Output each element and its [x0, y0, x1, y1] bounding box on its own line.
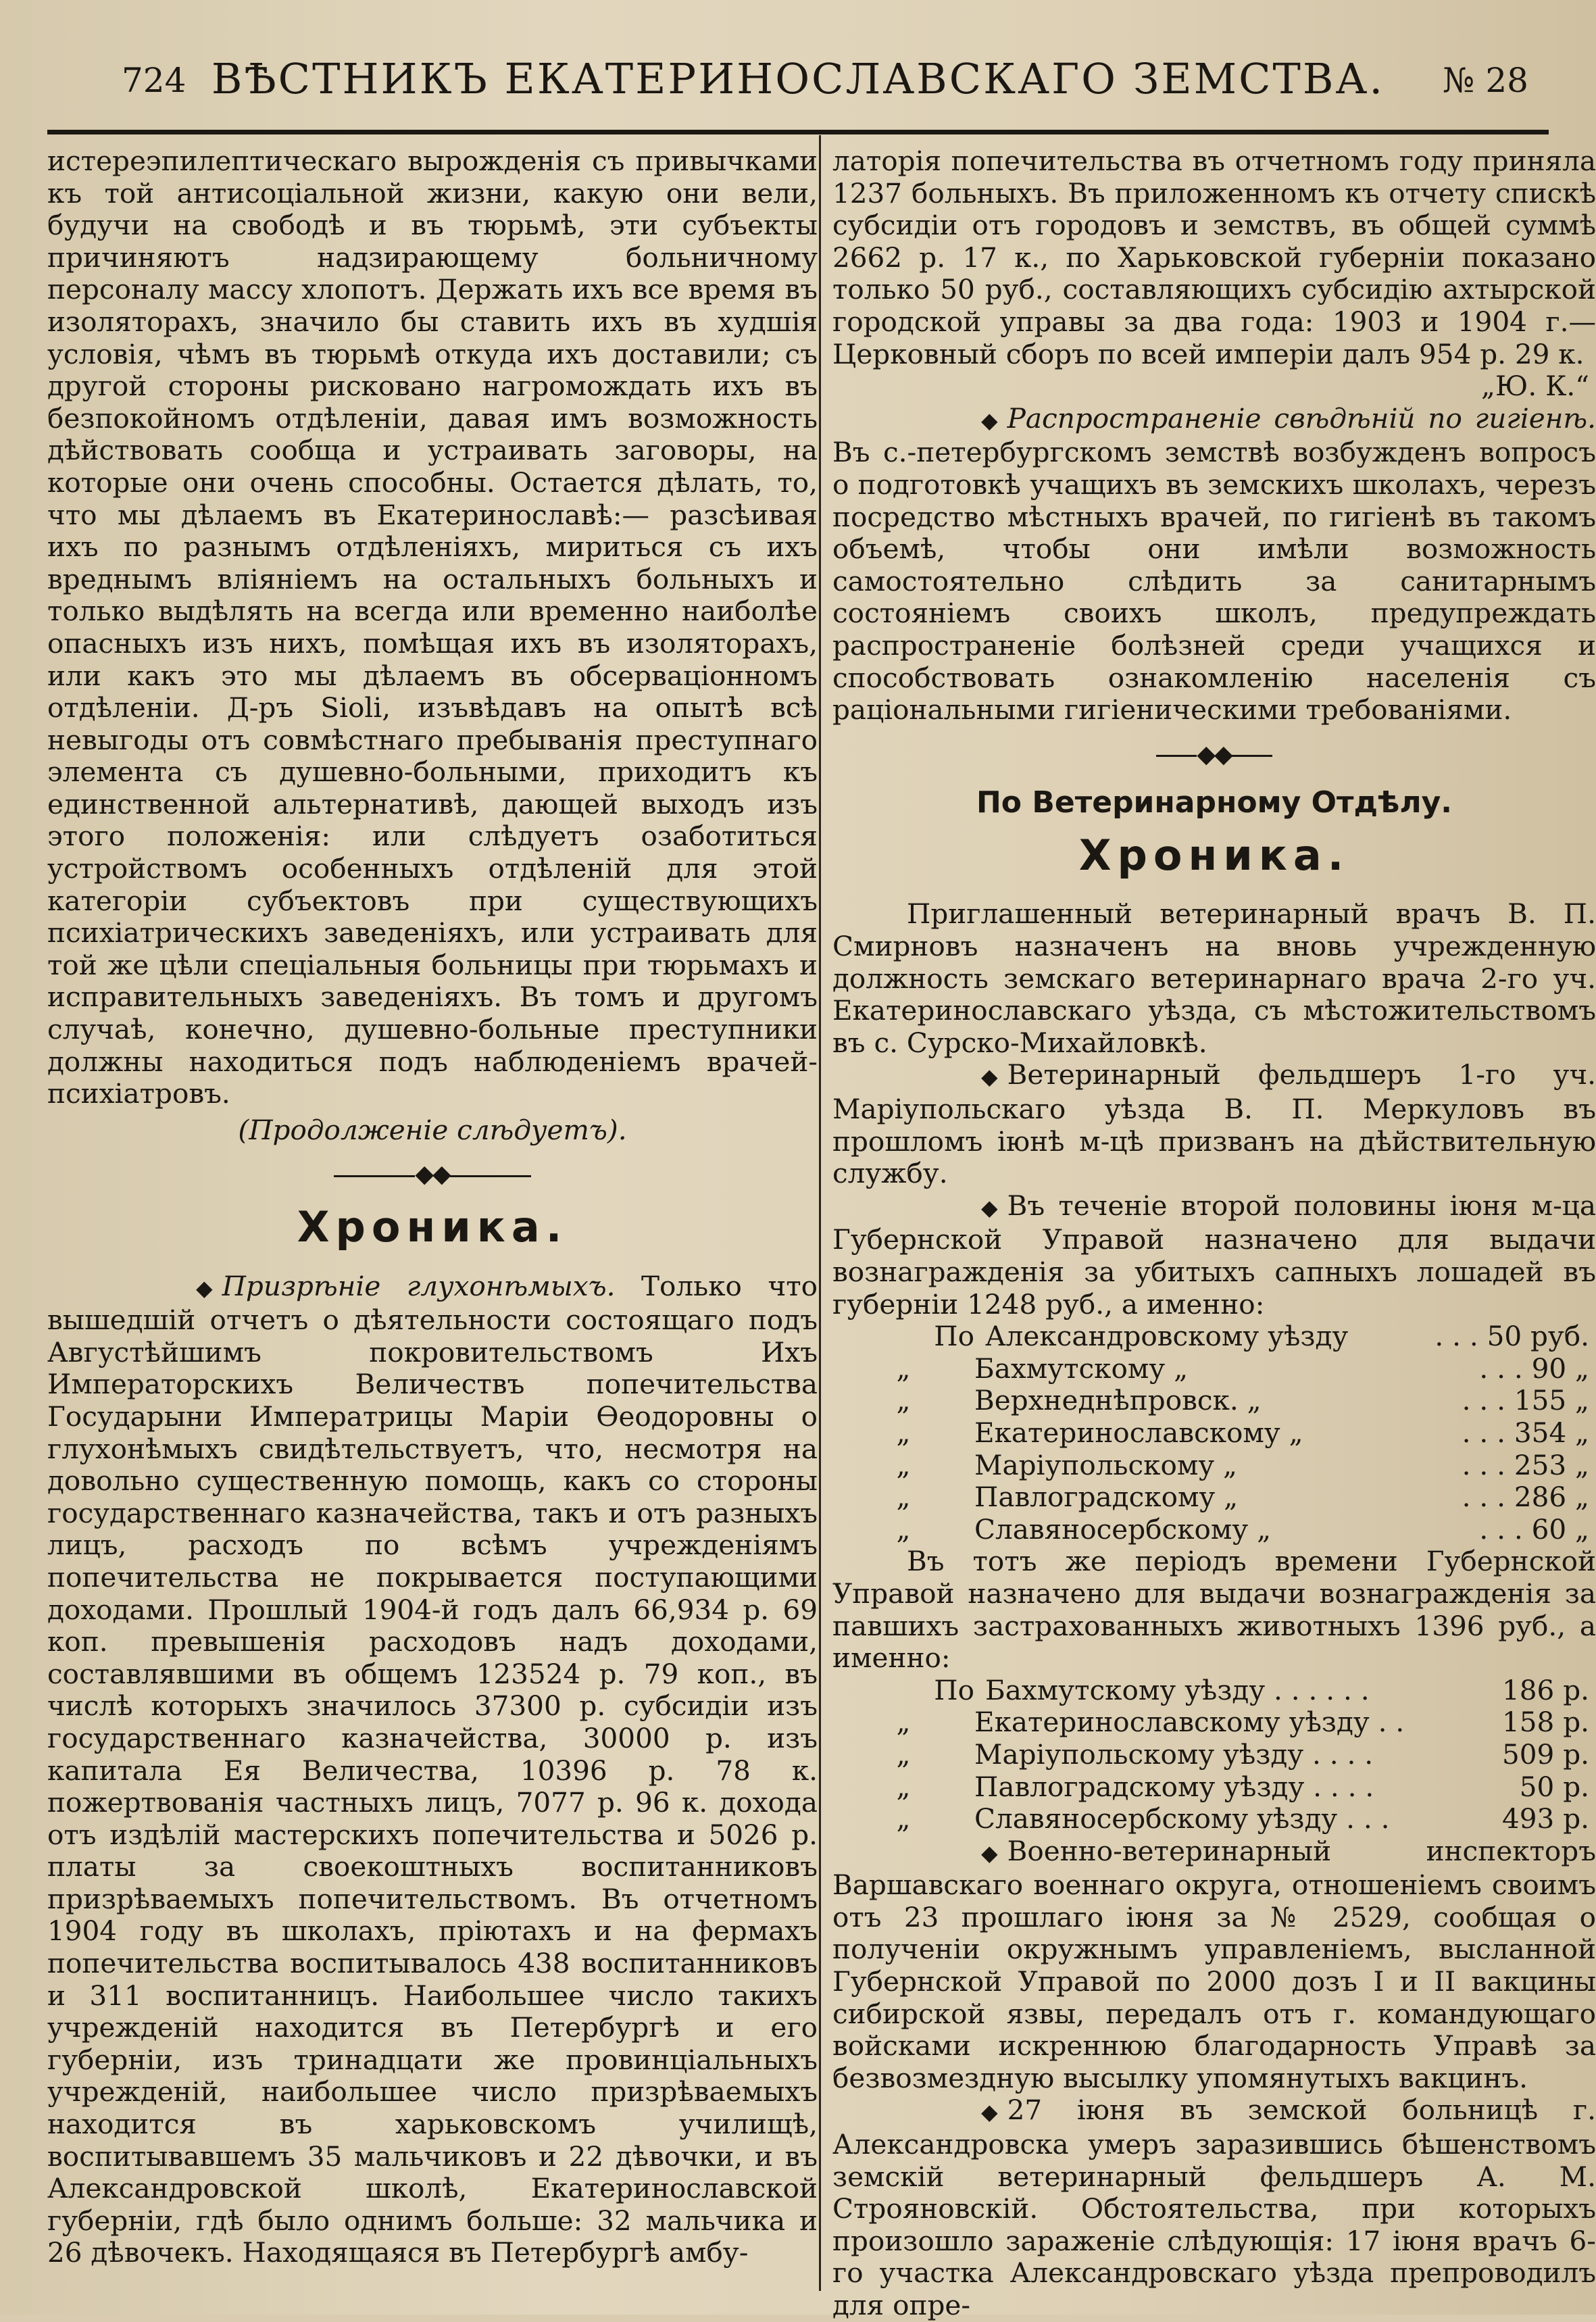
- news-item-glanders-payments: ◆ Въ теченіе второй половины іюня м-ца Губернской Управой назначено для выдачи вознагражденія за убитыхъ сапныхъ лошадей въ губерніи 1248 руб., а именно:: [832, 1189, 1596, 1320]
- payment-amount: . . . 50 руб.: [1435, 1320, 1589, 1353]
- district-name: Екатеринославскому уѣзду . .: [974, 1706, 1405, 1739]
- payment-row: [832, 1514, 1596, 1546]
- row-prefix: „: [896, 1481, 911, 1514]
- insured-animals-list: [832, 1675, 1596, 1835]
- payment-row: [832, 1450, 1596, 1482]
- news-item-hygiene: [832, 403, 1596, 726]
- payment-row: [832, 1353, 1596, 1385]
- diamond-bullet-icon: ◆: [981, 1839, 998, 1866]
- district-name: Екатеринославскому „: [974, 1416, 1303, 1449]
- payment-row: [832, 1739, 1596, 1771]
- payment-amount: 158 р.: [1502, 1706, 1589, 1739]
- payment-row: [832, 1675, 1596, 1707]
- row-prefix: „: [896, 1737, 911, 1771]
- section-ornament: ◆◆: [47, 1158, 818, 1191]
- row-prefix: „: [896, 1770, 911, 1803]
- chronicle-heading: Хроника.: [297, 1202, 568, 1252]
- row-prefix: „: [896, 1448, 911, 1481]
- district-name: Славяносербскому „: [974, 1512, 1272, 1546]
- payment-amount: . . . 354 „: [1462, 1416, 1589, 1449]
- row-prefix: По: [934, 1673, 974, 1706]
- payment-row: [832, 1417, 1596, 1450]
- district-name: Павлоградскому уѣзду . . . .: [974, 1770, 1374, 1803]
- payment-row: [832, 1803, 1596, 1835]
- district-name: Бахмутскому уѣзду . . . . . .: [985, 1673, 1370, 1706]
- news-item-body: Только что вышедшій отчетъ о дѣятельности состоящаго подъ Августѣйшимъ покровительствомъ Ихъ Императорскихъ Величествъ попечительства Государыни Императрицы Маріи Ѳеодоровны о глухонѣмыхъ свидѣтельствуетъ, что, несмотря на довольно существенную помощь, какъ со стороны государственнаго казначейства, такъ и отъ разныхъ лицъ, расходъ по всѣмъ учрежденіямъ попечительства не покрывается поступающими доходами. Прошлый 1904-й годъ далъ 66,934 р. 69 коп. превышенія расходовъ надъ доходами, составлявшими въ общемъ 123524 р. 79 коп., въ числѣ которыхъ значилось 37300 р. субсидіи изъ государственнаго казначейства, 30000 р. изъ капитала Ея Величества, 10396 р. 78 к. пожертвованія частныхъ лицъ, 7077 р. 96 к. дохода отъ издѣлій мастерскихъ попечительства и 5026 р. платы за своекоштныхъ воспитанниковъ призрѣваемыхъ попечительствомъ. Въ отчетномъ 1904 году въ школахъ, пріютахъ и на фермахъ попечительства воспитывалось 438 воспитанниковъ и 311 воспитанницъ. Наибольшее число такихъ учрежденій находится въ Петербургѣ и его губерніи, изъ тринадцати же провинціальныхъ учрежденій, наибольшее число призрѣваемыхъ находится въ харьковскомъ училищѣ, воспитывавшемъ 35 мальчиковъ и 22 дѣвочки, и въ Александровской школѣ, Екатеринославской губерніи, гдѣ было однимъ больше: 32 мальчика и 26 дѣвочекъ. Находящаяся въ Петербургѣ амбу-: [47, 1269, 818, 2269]
- chronicle-heading: Хроника.: [1078, 830, 1350, 880]
- diamond-bullet-icon: ◆: [981, 1064, 998, 1090]
- payment-row: [832, 1320, 1596, 1353]
- district-name: Верхнеднѣпровск. „: [974, 1384, 1262, 1417]
- glanders-payments-list: [832, 1320, 1596, 1546]
- district-name: Павлоградскому „: [974, 1481, 1239, 1514]
- payment-amount: 186 р.: [1502, 1673, 1589, 1706]
- news-item-deaf-care: [47, 1270, 818, 2269]
- news-item-title: Распространеніе свѣдѣній по гигіенѣ.: [1007, 401, 1596, 435]
- row-prefix: „: [896, 1384, 911, 1417]
- news-item-conscription: ◆ Ветеринарный фельдшеръ 1-го уч. Маріупольскаго уѣзда В. П. Меркуловъ въ прошломъ іюнѣ м-цѣ призванъ на дѣйствительную службу.: [832, 1058, 1596, 1190]
- row-prefix: „: [896, 1416, 911, 1449]
- payment-row: [832, 1706, 1596, 1739]
- row-prefix: „: [896, 1352, 911, 1385]
- district-name: Маріупольскому „: [974, 1448, 1238, 1481]
- district-name: Бахмутскому „: [974, 1352, 1189, 1385]
- left-column: [47, 145, 818, 2269]
- diamond-bullet-icon: ◆: [196, 1275, 213, 1301]
- article-continuation: истереэпилептическаго вырожденія съ привычками къ той антисоціальной жизни, какую они вели, будучи на свободѣ и въ тюрьмѣ, эти субъекты причиняютъ надзирающему больничному персоналу массу хлопотъ. Держать ихъ все время въ изоляторахъ, значило бы ставить ихъ въ худшія условія, чѣмъ въ тюрьмѣ откуда ихъ доставили; съ другой стороны рисковано нагромождать ихъ въ безпокойномъ отдѣленіи, давая имъ возможность дѣйствовать сообща и устраивать заговоры, на которые они очень способны. Остается дѣлать, то, что мы дѣлаемъ въ Екатеринославѣ:— разсѣивая ихъ по разнымъ отдѣленіяхъ, мириться съ ихъ вреднымъ вліяніемъ на остальныхъ больныхъ и только выдѣлять на всегда или временно наиболѣе опасныхъ изъ нихъ, помѣщая ихъ въ изоляторахъ, или какъ это мы дѣлаемъ въ обсерваціонномъ отдѣленіи. Д-ръ Sioli, изъвѣдавъ на опытѣ всѣ невыгоды отъ совмѣстнаго пребыванія преступнаго элемента съ душевно-больными, приходитъ къ единственной альтернативѣ, дающей выходъ изъ этого положенія: или слѣдуетъ озаботиться устройствомъ особенныхъ отдѣленій для этой категоріи субъектовъ при существующихъ психіатрическихъ заведеніяхъ, или устраивать для той же цѣли спеціальныя больницы при тюрьмахъ и исправительныхъ заведеніяхъ. Въ томъ и другомъ случаѣ, конечно, душевно-больные преступники должны находиться подъ наблюденіемъ врачей-психіатровъ.: [47, 145, 818, 1110]
- page-number: 724: [122, 61, 186, 100]
- payment-amount: . . . 286 „: [1462, 1481, 1589, 1514]
- journal-title: ВѢСТНИКЪ ЕКАТЕРИНОСЛАВСКАГО ЗЕМСТВА.: [211, 54, 1385, 103]
- diamond-bullet-icon: ◆: [981, 407, 998, 433]
- diamond-bullet-icon: ◆: [981, 2099, 998, 2125]
- section-ornament: ◆◆: [832, 739, 1596, 771]
- row-prefix: „: [896, 1706, 911, 1739]
- news-item-vaccine-thanks: ◆ Военно-ветеринарный инспекторъ Варшавскаго военнаго округа, отношеніемъ своимъ отъ 23 прошлаго іюня за № 2529, сообщая о полученіи окружнымъ управленіемъ, высланной Губернской Управой по 2000 дозъ I и II вакцины сибирской язвы, передалъ отъ г. командующаго войсками искреннюю благодарность Управѣ за безвозмездную высылку упомянутыхъ вакцинъ.: [832, 1834, 1596, 2094]
- payment-row: [832, 1481, 1596, 1514]
- payment-amount: 509 р.: [1502, 1737, 1589, 1771]
- payment-amount: . . . 60 „: [1479, 1512, 1589, 1546]
- payment-amount: . . . 253 „: [1462, 1448, 1589, 1481]
- author-signature: „Ю. К.“: [1481, 370, 1589, 403]
- header-rule: [47, 130, 1549, 134]
- row-prefix: „: [896, 1802, 911, 1835]
- payment-amount: . . . 155 „: [1462, 1384, 1589, 1417]
- row-prefix: „: [896, 1512, 911, 1546]
- diamond-bullet-icon: ◆: [981, 1194, 998, 1220]
- news-item-title: Призрѣніе глухонѣмыхъ.: [222, 1269, 616, 1302]
- news-item-body: латорія попечительства въ отчетномъ году приняла 1237 больныхъ. Въ приложенномъ къ отчету спискѣ субсидіи отъ городовъ и земствъ, въ общей суммѣ 2662 р. 17 к., по Харьковской губерніи показано только 50 руб., составляющихъ субсидію ахтырской городской управы за два года: 1903 и 1904 г.—Церковный сборъ по всей имперіи далъ 954 р. 29 к.: [832, 145, 1596, 370]
- news-item-ambulatory: [832, 145, 1596, 403]
- district-name: Александровскому уѣзду: [985, 1320, 1349, 1353]
- payment-amount: 50 р.: [1519, 1770, 1589, 1803]
- payment-row: [832, 1771, 1596, 1804]
- department-heading: По Ветеринарному Отдѣлу.: [976, 785, 1453, 820]
- news-item-rabies-death: ◆ 27 іюня въ земской больницѣ г. Александровска умеръ заразившись бѣшенствомъ земскій ветеринарный фельдшеръ А. М. Строяновскій. Обстоятельства, при которыхъ произошло зараженіе слѣдующія: 17 іюня врачъ 6-го участка Александровскаго уѣзда препроводилъ для опре-: [832, 2094, 1596, 2321]
- payment-row: [832, 1385, 1596, 1417]
- news-item-insured-animals: Въ тотъ же періодъ времени Губернской Управой назначено для выдачи вознагражденія за павшихъ застрахованныхъ животныхъ 1396 руб., а именно:: [832, 1545, 1596, 1675]
- payment-amount: 493 р.: [1502, 1802, 1589, 1835]
- news-item-body: Въ с.-петербургскомъ земствѣ возбужденъ вопросъ о подготовкѣ учащихъ въ земскихъ школахъ, черезъ посредство мѣстныхъ врачей, по гигіенѣ въ такомъ объемѣ, чтобы они имѣли возможность самостоятельно слѣдить за санитарнымъ состояніемъ своихъ школъ, предупреждать распространеніе болѣзней среди учащихся и способствовать ознакомленію населенія съ раціональными гигіеническими требованіями.: [832, 436, 1596, 726]
- issue-number: № 28: [1443, 61, 1528, 100]
- district-name: Славяносербскому уѣзду . . .: [974, 1802, 1390, 1835]
- column-divider: [819, 135, 821, 2291]
- district-name: Маріупольскому уѣзду . . . .: [974, 1737, 1374, 1771]
- row-prefix: По: [934, 1320, 974, 1353]
- payment-amount: . . . 90 „: [1479, 1352, 1589, 1385]
- news-item-appointment: Приглашенный ветеринарный врачъ В. П. Смирновъ назначенъ на вновь учрежденную должность земскаго ветеринарнаго врача 2-го уч. Екатеринославскаго уѣзда, съ мѣстожительствомъ въ с. Сурско-Михайловкѣ.: [832, 897, 1596, 1059]
- to-be-continued: (Продолженіе слѣдуетъ).: [238, 1113, 627, 1146]
- right-column: [832, 145, 1596, 2321]
- page-header: [47, 41, 1549, 115]
